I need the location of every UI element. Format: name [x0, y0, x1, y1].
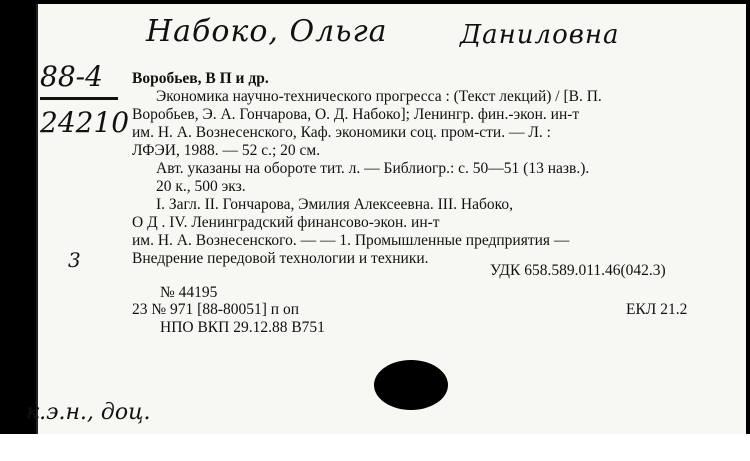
- handwritten-name: Набоко, Ольга: [146, 14, 388, 49]
- handwritten-signature: к.э.н., доц.: [26, 400, 151, 425]
- card-line: Воробьев, Э. А. Гончарова, О. Д. Набоко]; Ленингр. фин.-экон. ин-т: [132, 106, 580, 123]
- card-line: Авт. указаны на обороте тит. л. — Библиогр.: с. 50—51 (13 назв.).: [156, 160, 590, 177]
- udk-code: УДК 658.589.011.46(042.3): [490, 262, 666, 279]
- card-line: им. Н. А. Вознесенского, Каф. экономики соц. пром-сти. — Л. :: [132, 124, 551, 141]
- card-number: № 44195: [160, 284, 218, 301]
- handwritten-mark: 3: [68, 248, 81, 272]
- handwritten-patronymic: Даниловна: [460, 20, 620, 50]
- catalog-line: 23 № 971 [88-80051] п оп: [132, 301, 299, 318]
- ink-blot: [374, 360, 448, 410]
- card-line: Экономика научно-технического прогресса : (Текст лекций) / [В. П.: [156, 88, 602, 105]
- catalog-card: [36, 4, 746, 434]
- card-bottom-edge: [0, 434, 750, 461]
- card-line: Внедрение передовой технологии и техники.: [132, 250, 429, 267]
- handwritten-call-number-bottom: 24210: [40, 106, 130, 139]
- card-line: ЛФЭИ, 1988. — 52 с.; 20 см.: [132, 142, 321, 159]
- handwritten-call-number-top: 88-4: [40, 60, 103, 93]
- card-line: I. Загл. II. Гончарова, Эмилия Алексеевна. III. Набоко,: [156, 196, 513, 213]
- card-line: О Д . IV. Ленинградский финансово-экон. ин-т: [132, 214, 440, 231]
- card-line: им. Н. А. Вознесенского. — — 1. Промышленные предприятия —: [132, 232, 570, 249]
- npo-line: НПО ВКП 29.12.88 В751: [160, 319, 325, 336]
- ekl-code: ЕКЛ 21.2: [626, 301, 688, 318]
- call-number-divider: [40, 97, 118, 100]
- card-line: 20 к., 500 экз.: [156, 178, 246, 195]
- author-heading: Воробьев, В П и др.: [132, 70, 269, 87]
